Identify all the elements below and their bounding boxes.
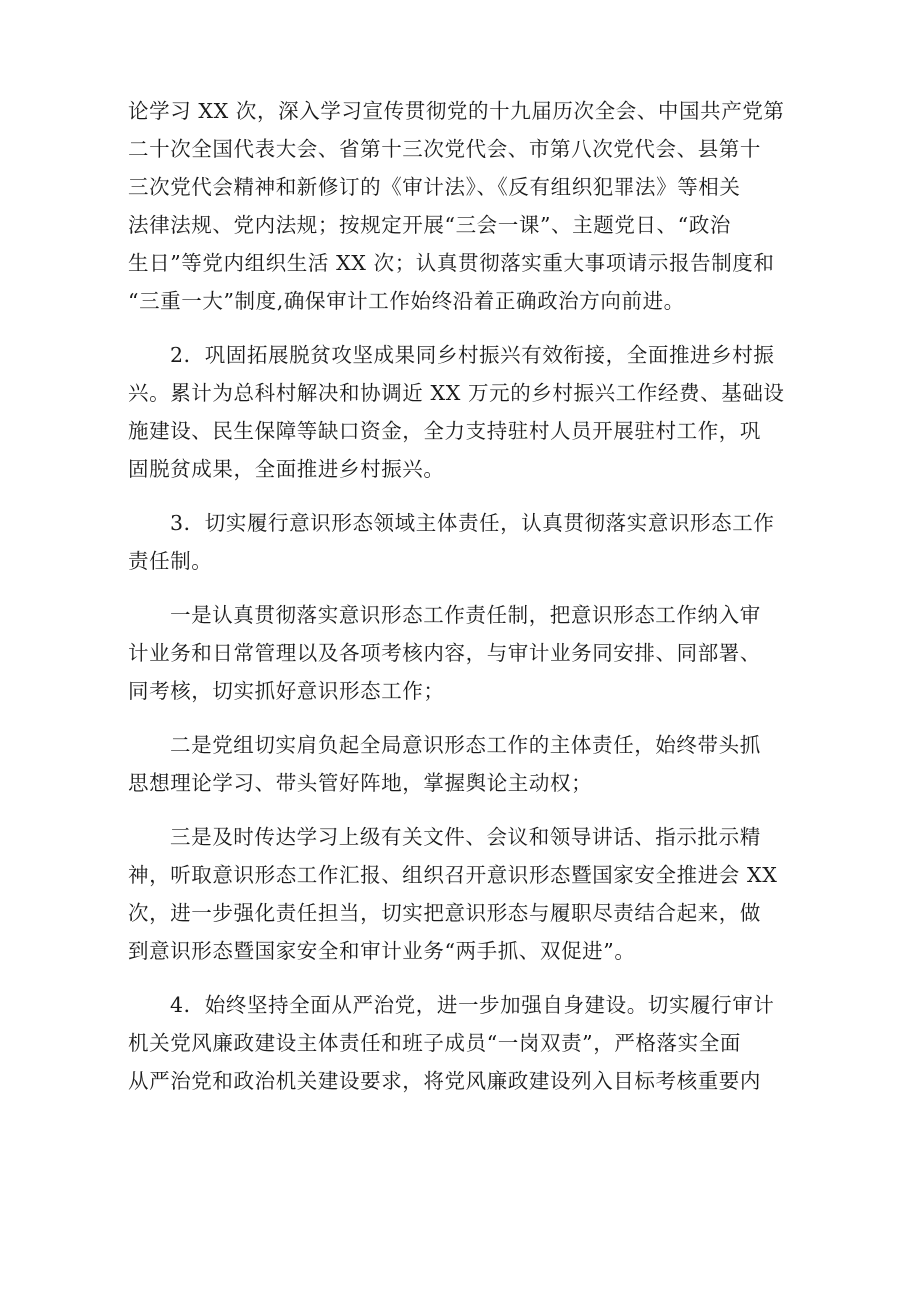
text-line: 机关党风廉政建设主体责任和班子成员“一岗双责”，严格落实全面 bbox=[128, 1031, 741, 1055]
paragraph-6 bbox=[128, 986, 792, 1100]
text-line: 论学习 XX 次，深入学习宣传贯彻党的十九届历次全会、中国共产党第 bbox=[128, 99, 785, 123]
text-line: 从严治党和政治机关建设要求，将党风廉政建设列入目标考核重要内 bbox=[128, 1069, 761, 1093]
paragraph-1 bbox=[128, 336, 792, 488]
document-body bbox=[128, 92, 792, 1100]
text-line: 法律法规、党内法规；按规定开展“三会一课”、主题党日、“政治 bbox=[128, 213, 731, 237]
text-line: 4．始终坚持全面从严治党，进一步加强自身建设。切实履行审计 bbox=[170, 993, 775, 1017]
text-line: 兴。累计为总科村解决和协调近 XX 万元的乡村振兴工作经费、基础设 bbox=[128, 381, 785, 405]
text-line: 3．切实履行意识形态领域主体责任，认真贯彻落实意识形态工作 bbox=[170, 511, 775, 535]
text-line: 三次党代会精神和新修订的《审计法》、《反有组织犯罪法》等相关 bbox=[128, 175, 741, 199]
paragraph-5 bbox=[128, 818, 792, 970]
text-line: 计业务和日常管理以及各项考核内容，与审计业务同安排、同部署、 bbox=[128, 641, 761, 665]
text-line: 生日”等党内组织生活 XX 次；认真贯彻落实重大事项请示报告制度和 bbox=[128, 251, 775, 275]
text-line: 思想理论学习、带头管好阵地，掌握舆论主动权； bbox=[128, 771, 593, 795]
text-line: 一是认真贯彻落实意识形态工作责任制，把意识形态工作纳入审 bbox=[170, 603, 761, 627]
text-line: “三重一大”制度,确保审计工作始终沿着正确政治方向前进。 bbox=[128, 289, 685, 313]
text-line: 固脱贫成果，全面推进乡村振兴。 bbox=[128, 457, 445, 481]
text-line: 施建设、民生保障等缺口资金，全力支持驻村人员开展驻村工作，巩 bbox=[128, 419, 761, 443]
paragraph-2 bbox=[128, 504, 792, 580]
paragraph-3 bbox=[128, 596, 792, 710]
text-line: 神，听取意识形态工作汇报、组织召开意识形态暨国家安全推进会 XX bbox=[128, 863, 778, 887]
text-line: 到意识形态暨国家安全和审计业务“两手抓、双促进”。 bbox=[128, 939, 636, 963]
text-line: 二十次全国代表大会、省第十三次党代会、市第八次党代会、县第十 bbox=[128, 137, 761, 161]
paragraph-0 bbox=[128, 92, 792, 320]
paragraph-4 bbox=[128, 726, 792, 802]
text-line: 2．巩固拓展脱贫攻坚成果同乡村振兴有效衔接，全面推进乡村振 bbox=[170, 343, 775, 367]
text-line: 责任制。 bbox=[128, 549, 213, 573]
text-line: 三是及时传达学习上级有关文件、会议和领导讲话、指示批示精 bbox=[170, 825, 761, 849]
text-line: 二是党组切实肩负起全局意识形态工作的主体责任，始终带头抓 bbox=[170, 733, 761, 757]
text-line: 次，进一步强化责任担当，切实把意识形态与履职尽责结合起来，做 bbox=[128, 901, 761, 925]
text-line: 同考核，切实抓好意识形态工作； bbox=[128, 679, 445, 703]
